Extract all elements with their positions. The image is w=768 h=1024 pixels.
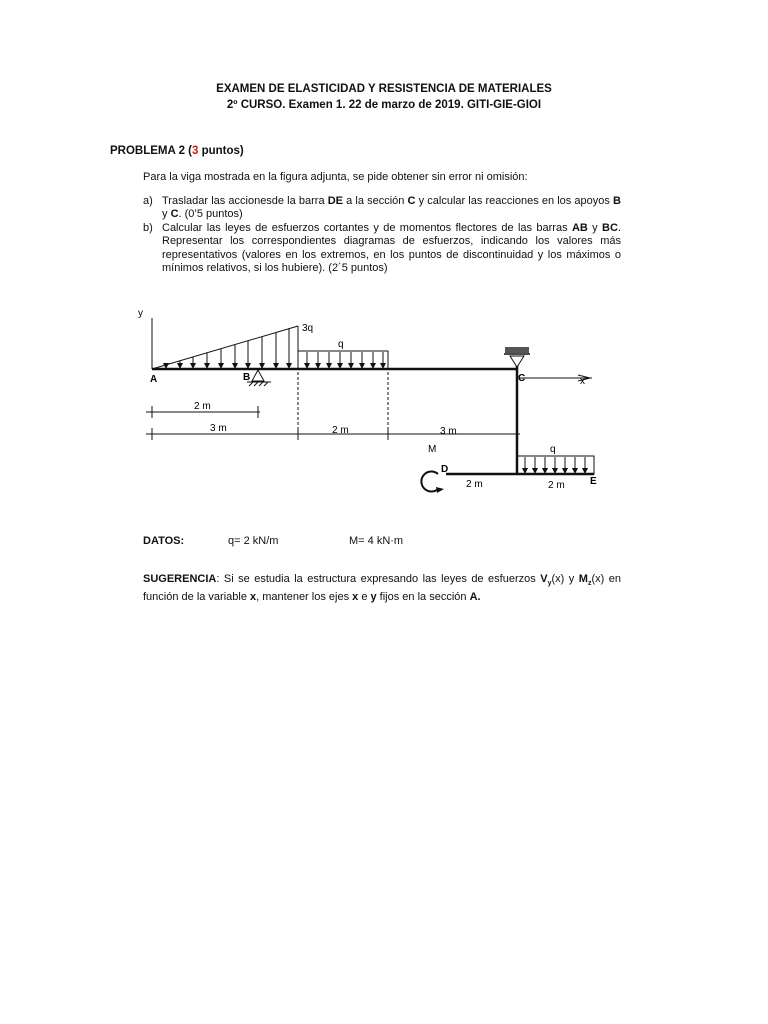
uniform-load-top — [298, 351, 388, 369]
problem-points-suffix: puntos) — [198, 145, 244, 157]
exam-subtitle: 2º CURSO. Examen 1. 22 de marzo de 2019. GITI-GIE-GIOI — [226, 99, 542, 111]
point-c-label: C — [518, 373, 526, 384]
point-a-label: A — [150, 374, 158, 385]
suggestion-label: SUGERENCIA — [143, 573, 217, 585]
load-3q-label: 3q — [302, 323, 314, 334]
problem-label: PROBLEMA 2 ( — [110, 145, 192, 157]
exam-title: EXAMEN DE ELASTICIDAD Y RESISTENCIA DE MATERIALES — [216, 83, 552, 95]
point-b-label: B — [243, 372, 251, 383]
question-marker: b) — [143, 221, 153, 234]
datos-m: M= 4 kN·m — [349, 535, 404, 547]
question-text: Calcular las leyes de esfuerzos cortantes y de momentos flectores de las barras AB y BC. Representar los correspondientes diagramas de esfuerzos, indicando los valores más representativos (valores en los extremos, en los puntos de discontinuidad y los máximos o mínimos relativos, si los hubiere). (2´5 puntos) — [162, 221, 621, 275]
point-d-label: D — [441, 464, 449, 475]
question-text: Trasladar las accionesde la barra DE a la sección C y calcular las reacciones en los apoyos B y C. (0’5 puntos) — [162, 195, 621, 221]
suggestion-paragraph: SUGERENCIA: Si se estudia la estructura expresando las leyes de esfuerzos $V_y(x)$ y $M_z(x)$ en función de la variable x, mantener los ejes x e y fijos en la sección A. — [143, 573, 621, 603]
datos-q: q= 2 kN/m — [228, 535, 279, 547]
question-marker: a) — [143, 195, 153, 207]
pin-support-c-icon — [504, 347, 530, 367]
moment-arrow-icon — [421, 472, 438, 492]
dim-ab-label: 2 m — [194, 401, 211, 412]
uniform-load-bottom-arrows — [525, 457, 585, 473]
datos-label: DATOS: — [143, 535, 185, 547]
load-q-top-label: q — [338, 339, 344, 350]
load-q-bottom-label: q — [550, 444, 556, 455]
dim-2m-top-label: 2 m — [332, 425, 349, 436]
problem-intro: Para la viga mostrada en la figura adjunta, se pide obtener sin error ni omisión: — [143, 171, 528, 183]
dim-3m-right-label: 3 m — [440, 426, 457, 437]
dim-de-right-label: 2 m — [548, 480, 565, 491]
y-axis-label: y — [138, 308, 143, 319]
dim-de-left-label: 2 m — [466, 479, 483, 490]
point-e-label: E — [590, 476, 597, 487]
x-axis-label: x — [580, 376, 585, 387]
uniform-load-top-arrows — [307, 352, 383, 368]
problem-points: 3 — [192, 145, 199, 157]
dim-3m-label: 3 m — [210, 423, 227, 434]
pin-support-b-icon — [247, 370, 271, 386]
moment-label: M — [428, 444, 437, 455]
